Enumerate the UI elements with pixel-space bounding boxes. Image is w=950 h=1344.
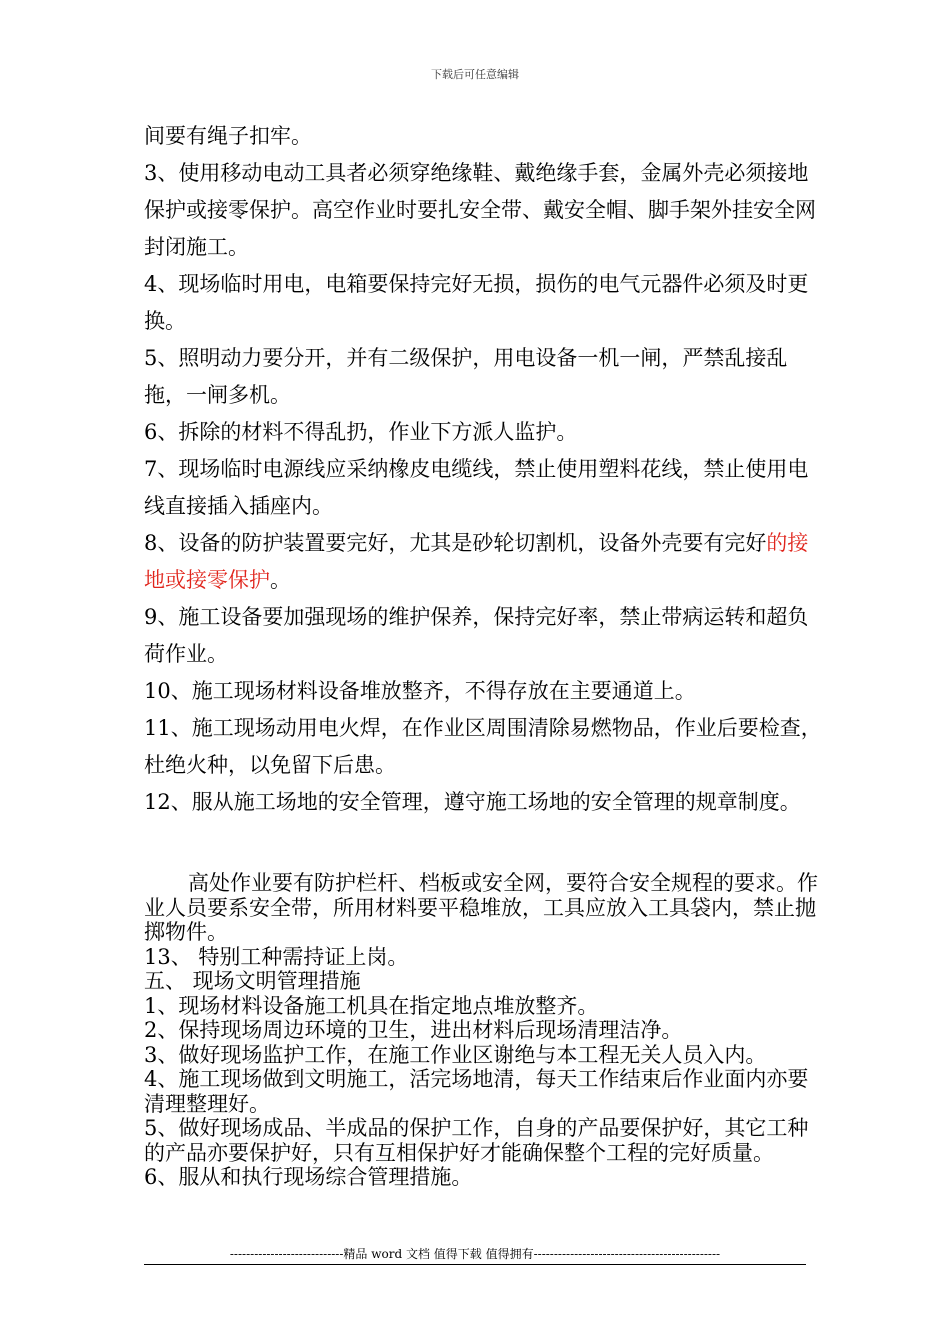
paragraph-height-work: 高处作业要有防护栏杆、档板或安全网，要符合安全规程的要求。作业人员要系安全带，所用材料要平稳堆放，工具应放入工具袋内，禁止抛掷物件。 [144, 871, 818, 944]
list-item-6: 6、拆除的材料不得乱扔，作业下方派人监护。 [144, 420, 578, 444]
civil-item-2: 2、保持现场周边环境的卫生，进出材料后现场清理洁净。 [144, 1018, 683, 1042]
list-item-3: 3、使用移动电动工具者必须穿绝缘鞋、戴绝缘手套，金属外壳必须接地保护或接零保护。高空作业时要扎安全带、戴安全帽、脚手架外挂安全网封闭施工。 [144, 161, 816, 259]
list-item-8 [144, 525, 824, 599]
list-item-8-text: 8、设备的防护装置要完好，尤其是砂轮切割机，设备外壳要有完好 [144, 531, 767, 555]
list-item-7: 7、现场临时电源线应采纳橡皮电缆线，禁止使用塑料花线，禁止使用电线直接插入插座内。 [144, 457, 809, 518]
page-header: 下载后可任意编辑 [431, 68, 519, 81]
list-item-13: 13、 特别工种需持证上岗。 [144, 944, 409, 969]
list-item-11: 11、施工现场动用电火焊，在作业区周围清除易燃物品，作业后要检查，杜绝火种，以免留下后患。 [144, 716, 822, 777]
document-body-compact [144, 871, 824, 1190]
list-item-9: 9、施工设备要加强现场的维护保养，保持完好率，禁止带病运转和超负荷作业。 [144, 605, 809, 666]
document-body [144, 118, 824, 821]
section-heading: 五、 现场文明管理措施 [144, 969, 361, 993]
civil-item-3: 3、做好现场监护工作，在施工作业区谢绝与本工程无关人员入内。 [144, 1042, 767, 1067]
list-item-8-end: 。 [270, 568, 291, 592]
civil-item-1: 1、现场材料设备施工机具在指定地点堆放整齐。 [144, 993, 599, 1018]
list-item-5: 5、照明动力要分开，并有二级保护，用电设备一机一闸，严禁乱接乱拖，一闸多机。 [144, 346, 788, 407]
civil-item-4: 4、施工现场做到文明施工，活完场地清，每天工作结束后作业面内亦要清理整理好。 [144, 1067, 809, 1116]
list-item-12: 12、服从施工场地的安全管理，遵守施工场地的安全管理的规章制度。 [144, 790, 801, 814]
paragraph-continuation: 间要有绳子扣牢。 [144, 124, 312, 148]
highlighted-text: 的接地或接零保护 [144, 531, 809, 592]
civil-item-5: 5、做好现场成品、半成品的保护工作，自身的产品要保护好，其它工种的产品亦要保护好，只有互相保护好才能确保整个工程的完好质量。 [144, 1116, 809, 1165]
page-footer: ----------------------------精品 word 文档 值得下载 值得拥有---------------------------------------------- [144, 1246, 806, 1265]
list-item-4: 4、现场临时用电，电箱要保持完好无损，损伤的电气元器件必须及时更换。 [144, 272, 809, 333]
civil-item-6: 6、服从和执行现场综合管理措施。 [144, 1165, 473, 1189]
list-item-10: 10、施工现场材料设备堆放整齐，不得存放在主要通道上。 [144, 679, 696, 703]
